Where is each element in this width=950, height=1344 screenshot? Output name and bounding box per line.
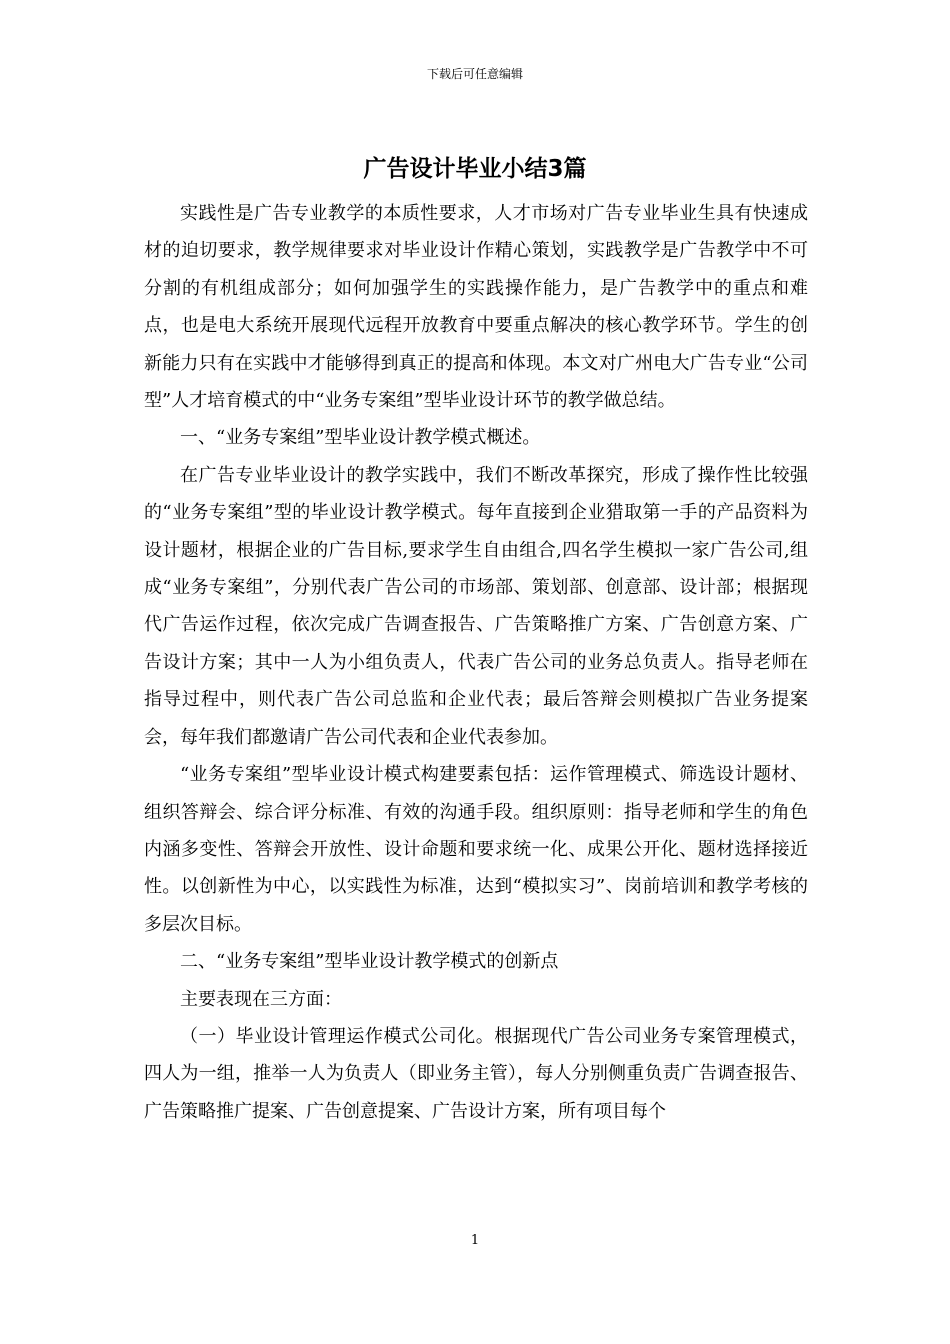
section-heading-1: 一、“业务专案组”型毕业设计教学模式概述。 <box>180 427 541 449</box>
document-body <box>144 195 808 1130</box>
section-heading-2: 二、“业务专案组”型毕业设计教学模式的创新点 <box>180 951 559 973</box>
page-number: 1 <box>470 1233 480 1248</box>
document-title: 广告设计毕业小结3篇 <box>363 156 587 182</box>
paragraph-overview: 在广告专业毕业设计的教学实践中，我们不断改革探究，形成了操作性比较强的“业务专案组”型的毕业设计教学模式。每年直接到企业猎取第一手的产品资料为设计题材，根据企业的广告目标,要求学生自由组合,四名学生模拟一家广告公司,组成“业务专案组”，分别代表广告公司的市场部、策划部、创意部、设计部；根据现代广告运作过程，依次完成广告调查报告、广告策略推广方案、广告创意方案、广告设计方案；其中一人为小组负责人，代表广告公司的业务总负责人。指导老师在指导过程中，则代表广告公司总监和企业代表；最后答辩会则模拟广告业务提案会，每年我们都邀请广告公司代表和企业代表参加。 <box>144 464 808 748</box>
paragraph-intro: 实践性是广告专业教学的本质性要求，人才市场对广告专业毕业生具有快速成材的迫切要求，教学规律要求对毕业设计作精心策划，实践教学是广告教学中不可分割的有机组成部分；如何加强学生的实践操作能力，是广告教学中的重点和难点，也是电大系统开展现代远程开放教育中要重点解决的核心教学环节。学生的创新能力只有在实践中才能够得到真正的提高和体现。本文对广州电大广告专业“公司型”人才培育模式的中“业务专案组”型毕业设计环节的教学做总结。 <box>144 203 808 412</box>
paragraph-elements: “业务专案组”型毕业设计模式构建要素包括：运作管理模式、筛选设计题材、组织答辩会、综合评分标准、有效的沟通手段。组织原则：指导老师和学生的角色内涵多变性、答辩会开放性、设计命题和要求统一化、成果公开化、题材选择接近性。以创新性为中心，以实践性为标准，达到“模拟实习”、岗前培训和教学考核的多层次目标。 <box>144 764 808 935</box>
paragraph-aspect-1: （一）毕业设计管理运作模式公司化。根据现代广告公司业务专案管理模式，四人为一组，推举一人为负责人（即业务主管），每人分别侧重负责广告调查报告、广告策略推广提案、广告创意提案、广告设计方案，所有项目每个 <box>144 1025 808 1122</box>
paragraph-aspects-intro: 主要表现在三方面： <box>180 988 342 1010</box>
page-header-note: 下载后可任意编辑 <box>426 67 523 81</box>
